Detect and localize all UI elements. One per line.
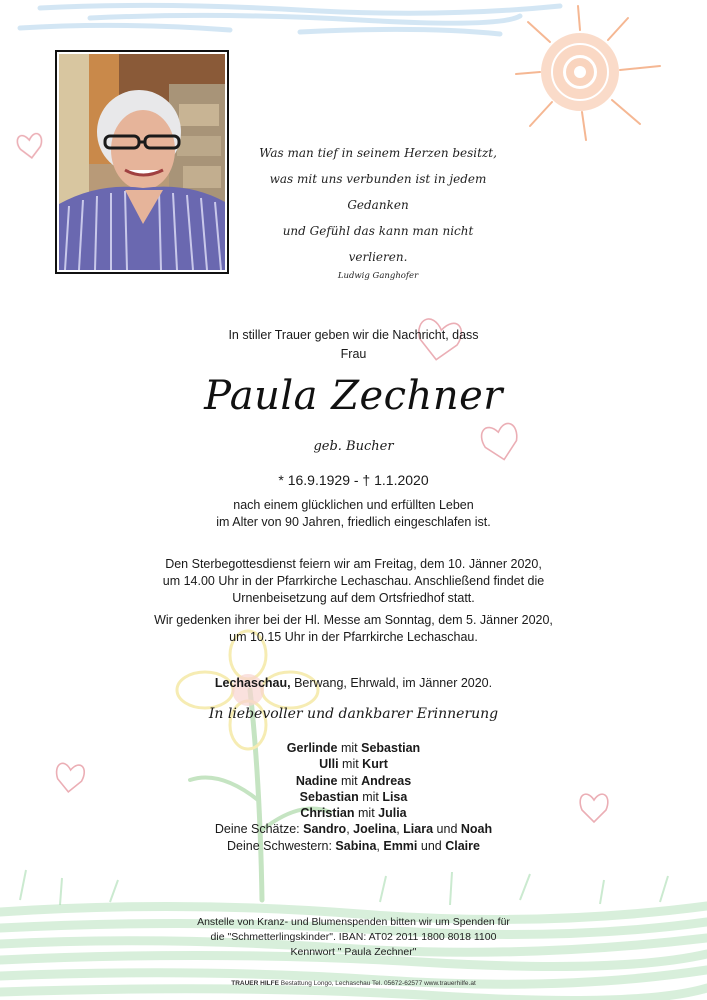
portrait-image (59, 54, 225, 270)
mourner-pair (0, 789, 707, 805)
service-line: um 14.00 Uhr in der Pfarrkirche Lechaschau. Anschließend findet die (162, 574, 545, 588)
quote-author: Ludwig Ganghofer (337, 271, 419, 281)
mourner-name: Sebastian (299, 789, 359, 804)
portrait-photo (55, 50, 229, 274)
donation-line: die "Schmetterlingskinder". IBAN: AT02 2011 1800 8018 1100 (210, 931, 497, 943)
mourner-name: Emmi (383, 838, 418, 853)
mourner-name: Sandro (303, 822, 347, 837)
memorial-mass-text (0, 612, 707, 646)
life-line: nach einem glücklichen und erfüllten Leben (233, 498, 474, 512)
mourner-name: Claire (445, 838, 480, 853)
heart-icon (17, 133, 44, 160)
announcement-intro (0, 326, 707, 364)
footer-brand: TRAUER HILFE (231, 980, 279, 987)
sky-strokes (20, 5, 560, 34)
mourner-pair (0, 756, 707, 772)
service-line: Den Sterbegottesdienst feiern wir am Freitag, dem 10. Jänner 2020, (165, 557, 542, 571)
mourner-name: Kurt (362, 757, 388, 772)
sisters-prefix: Deine Schwestern: (227, 838, 336, 853)
donation-line: Anstelle von Kranz- und Blumenspenden bitten wir um Spenden für (197, 916, 510, 928)
separator: , (376, 838, 384, 853)
mourner-joiner: mit (354, 806, 379, 821)
quote-line: was mit uns verbunden ist in jedem Gedanken (269, 172, 487, 212)
mourners-list (0, 740, 707, 854)
intro-line: In stiller Trauer geben wir die Nachricht, dass (228, 328, 479, 342)
quote-line: und Gefühl das kann man nicht verlieren. (282, 224, 474, 264)
life-text (0, 497, 707, 531)
mourner-pair (0, 773, 707, 789)
quote-block (258, 140, 498, 282)
funeral-home-footer (0, 979, 707, 988)
separator: und (417, 838, 446, 853)
mourner-pair (0, 805, 707, 821)
mourner-joiner: mit (337, 741, 362, 755)
separator: , (396, 822, 404, 837)
life-line: im Alter von 90 Jahren, friedlich eingeschlafen ist. (216, 515, 491, 529)
donation-line: Kennwort " Paula Zechner" (290, 946, 417, 958)
maiden-name: geb. Bucher (313, 439, 394, 454)
mourner-name: Gerlinde (286, 741, 338, 755)
sun-icon (516, 6, 660, 140)
mourner-name: Ulli (319, 757, 339, 772)
mourner-name: Nadine (295, 773, 338, 788)
mourner-name: Sebastian (361, 741, 421, 755)
mourner-pair (0, 740, 707, 756)
mourner-name: Christian (300, 806, 355, 821)
mourner-joiner: mit (337, 773, 362, 788)
separator: , (346, 822, 354, 837)
mourner-name: Julia (378, 806, 407, 821)
mourner-joiner: mit (358, 789, 383, 804)
funeral-service-text (0, 556, 707, 607)
service-line: Urnenbeisetzung auf dem Ortsfriedhof statt. (232, 591, 475, 605)
life-dates: * 16.9.1929 - † 1.1.2020 (278, 472, 429, 488)
mourner-name: Liara (403, 822, 434, 837)
footer-text: Bestattung Longo, Lechaschau Tel. 05672-62577 www.trauerhilfe.at (278, 980, 476, 987)
mourner-name: Andreas (361, 773, 412, 788)
donation-notice (0, 915, 707, 960)
grandchildren-prefix: Deine Schätze: (214, 822, 304, 837)
grandchildren-line (0, 821, 707, 837)
mourner-name: Noah (460, 822, 493, 837)
place-bold: Lechaschau, (214, 676, 291, 690)
mourner-name: Sabina (335, 838, 377, 853)
place-rest: Berwang, Ehrwald, im Jänner 2020. (290, 676, 493, 690)
deceased-name: Paula Zechner (204, 373, 503, 419)
mourner-name: Joelina (353, 822, 397, 837)
separator: und (433, 822, 461, 837)
mourner-joiner: mit (338, 757, 363, 772)
sisters-line (0, 838, 707, 854)
quote-line: Was man tief in seinem Herzen besitzt, (259, 146, 497, 160)
mass-line: um 10.15 Uhr in der Pfarrkirche Lechaschau. (229, 630, 478, 644)
mass-line: Wir gedenken ihrer bei der Hl. Messe am Sonntag, dem 5. Jänner 2020, (154, 613, 553, 627)
intro-salutation: Frau (340, 347, 367, 361)
place-date-line (0, 675, 707, 692)
mourner-name: Lisa (382, 789, 408, 804)
memory-line: In liebevoller und dankbarer Erinnerung (208, 706, 499, 722)
